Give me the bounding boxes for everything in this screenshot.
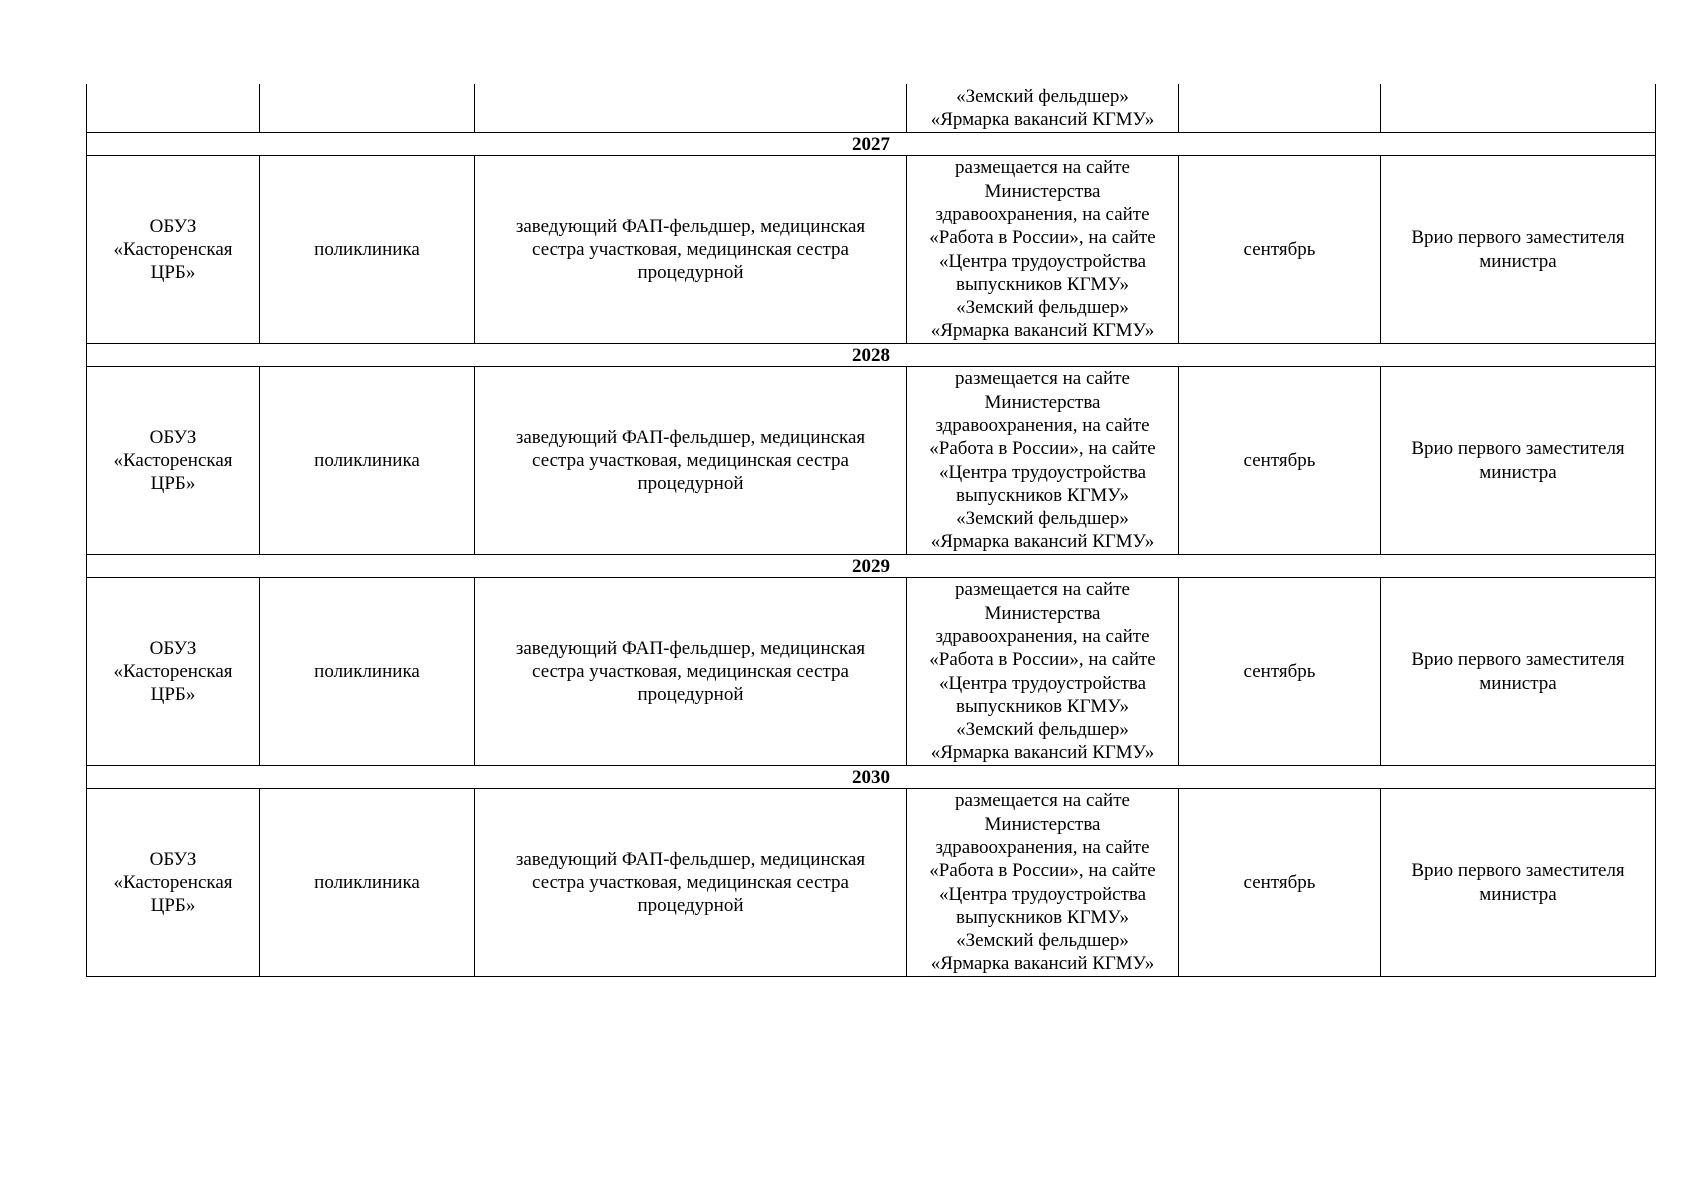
table-row: [87, 789, 1656, 977]
posting-line: здравоохранения, на сайте: [935, 203, 1150, 225]
positions-cell: [475, 789, 907, 977]
department-cell: поликлиника: [260, 367, 475, 555]
posting-line: здравоохранения, на сайте: [935, 625, 1150, 647]
department-cell: поликлиника: [260, 156, 475, 344]
posting-line: «Центра трудоустройства: [938, 250, 1147, 272]
posting-line: здравоохранения, на сайте: [935, 836, 1150, 858]
organization-line: ОБУЗ: [149, 848, 197, 870]
positions-line: сестра участковая, медицинская сестра: [532, 871, 849, 893]
month-cell: [1179, 84, 1381, 133]
responsible-cell: [1381, 84, 1656, 133]
organization-line: «Касторенская: [113, 238, 233, 260]
positions-line: процедурной: [637, 895, 744, 917]
posting-line: «Центра трудоустройства: [938, 461, 1147, 483]
posting-line: «Земский фельдшер»: [956, 297, 1129, 319]
posting-line: Министерства: [984, 602, 1101, 624]
positions-line: сестра участковая, медицинская сестра: [532, 238, 849, 260]
organization-line: ЦРБ»: [150, 262, 196, 284]
positions-cell: [475, 367, 907, 555]
table-body: [87, 84, 1656, 977]
posting-line: размещается на сайте: [955, 368, 1130, 390]
posting-line: «Ярмарка вакансий КГМУ»: [930, 531, 1155, 553]
organization-line: «Касторенская: [113, 449, 233, 471]
responsible-cell: [1381, 156, 1656, 344]
positions-cell: [475, 156, 907, 344]
posting-line: выпускников КГМУ»: [956, 906, 1129, 928]
posting-line: «Ярмарка вакансий КГМУ»: [930, 953, 1155, 975]
year-heading: 2027: [87, 133, 1656, 156]
posting-line: «Работа в России», на сайте: [929, 438, 1156, 460]
table-row: [87, 156, 1656, 344]
year-row: [87, 133, 1656, 156]
organization-line: «Касторенская: [113, 660, 233, 682]
posting-line: размещается на сайте: [955, 790, 1130, 812]
year-row: [87, 766, 1656, 789]
positions-line: процедурной: [637, 262, 744, 284]
organization-cell: [87, 84, 260, 133]
posting-line: размещается на сайте: [955, 579, 1130, 601]
year-row: [87, 555, 1656, 578]
table-row: [87, 578, 1656, 766]
organization-line: «Касторенская: [113, 871, 233, 893]
positions-line: заведующий ФАП-фельдшер, медицинская: [515, 215, 866, 237]
posting-line: выпускников КГМУ»: [956, 484, 1129, 506]
posting-cell: [907, 578, 1179, 766]
responsible-cell: [1381, 578, 1656, 766]
posting-line: «Земский фельдшер»: [956, 930, 1129, 952]
responsible-line: Врио первого заместителя: [1411, 860, 1625, 882]
posting-line: Министерства: [984, 391, 1101, 413]
posting-cell: [907, 789, 1179, 977]
posting-line: «Работа в России», на сайте: [929, 860, 1156, 882]
responsible-cell: [1381, 367, 1656, 555]
responsible-line: Врио первого заместителя: [1411, 227, 1625, 249]
posting-line: «Ярмарка вакансий КГМУ»: [930, 109, 1155, 130]
positions-line: заведующий ФАП-фельдшер, медицинская: [515, 848, 866, 870]
positions-line: процедурной: [637, 473, 744, 495]
year-heading: 2028: [87, 344, 1656, 367]
department-cell: поликлиника: [260, 789, 475, 977]
responsible-line: Врио первого заместителя: [1411, 438, 1625, 460]
continuation-row: [87, 84, 1656, 133]
responsible-line: министра: [1479, 250, 1557, 272]
posting-cell: [907, 156, 1179, 344]
organization-line: ЦРБ»: [150, 684, 196, 706]
posting-line: «Земский фельдшер»: [956, 508, 1129, 530]
posting-line: «Ярмарка вакансий КГМУ»: [930, 742, 1155, 764]
responsible-line: министра: [1479, 672, 1557, 694]
positions-line: заведующий ФАП-фельдшер, медицинская: [515, 637, 866, 659]
organization-line: ОБУЗ: [149, 215, 197, 237]
posting-line: «Земский фельдшер»: [956, 719, 1129, 741]
year-heading: 2030: [87, 766, 1656, 789]
posting-line: «Земский фельдшер»: [956, 85, 1129, 107]
positions-line: заведующий ФАП-фельдшер, медицинская: [515, 426, 866, 448]
responsible-line: Врио первого заместителя: [1411, 649, 1625, 671]
organization-line: ОБУЗ: [149, 637, 197, 659]
posting-line: «Работа в России», на сайте: [929, 227, 1156, 249]
month-cell: сентябрь: [1179, 156, 1381, 344]
month-cell: сентябрь: [1179, 789, 1381, 977]
organization-cell: [87, 789, 260, 977]
month-cell: сентябрь: [1179, 367, 1381, 555]
month-cell: сентябрь: [1179, 578, 1381, 766]
vacancy-plan-table: [86, 84, 1656, 977]
posting-line: выпускников КГМУ»: [956, 273, 1129, 295]
organization-cell: [87, 367, 260, 555]
posting-cell: [907, 367, 1179, 555]
posting-line: «Центра трудоустройства: [938, 883, 1147, 905]
posting-line: размещается на сайте: [955, 157, 1130, 179]
posting-cell: [907, 84, 1179, 133]
posting-line: «Центра трудоустройства: [938, 672, 1147, 694]
posting-line: «Работа в России», на сайте: [929, 649, 1156, 671]
responsible-line: министра: [1479, 461, 1557, 483]
department-cell: [260, 84, 475, 133]
year-row: [87, 344, 1656, 367]
organization-line: ОБУЗ: [149, 426, 197, 448]
organization-cell: [87, 578, 260, 766]
organization-cell: [87, 156, 260, 344]
positions-line: процедурной: [637, 684, 744, 706]
positions-line: сестра участковая, медицинская сестра: [532, 449, 849, 471]
positions-line: сестра участковая, медицинская сестра: [532, 660, 849, 682]
positions-cell: [475, 578, 907, 766]
organization-line: ЦРБ»: [150, 895, 196, 917]
table-row: [87, 367, 1656, 555]
organization-line: ЦРБ»: [150, 473, 196, 495]
posting-line: выпускников КГМУ»: [956, 695, 1129, 717]
responsible-cell: [1381, 789, 1656, 977]
posting-line: «Ярмарка вакансий КГМУ»: [930, 320, 1155, 342]
year-heading: 2029: [87, 555, 1656, 578]
posting-line: Министерства: [984, 813, 1101, 835]
posting-line: Министерства: [984, 180, 1101, 202]
positions-cell: [475, 84, 907, 133]
department-cell: поликлиника: [260, 578, 475, 766]
responsible-line: министра: [1479, 883, 1557, 905]
posting-line: здравоохранения, на сайте: [935, 414, 1150, 436]
